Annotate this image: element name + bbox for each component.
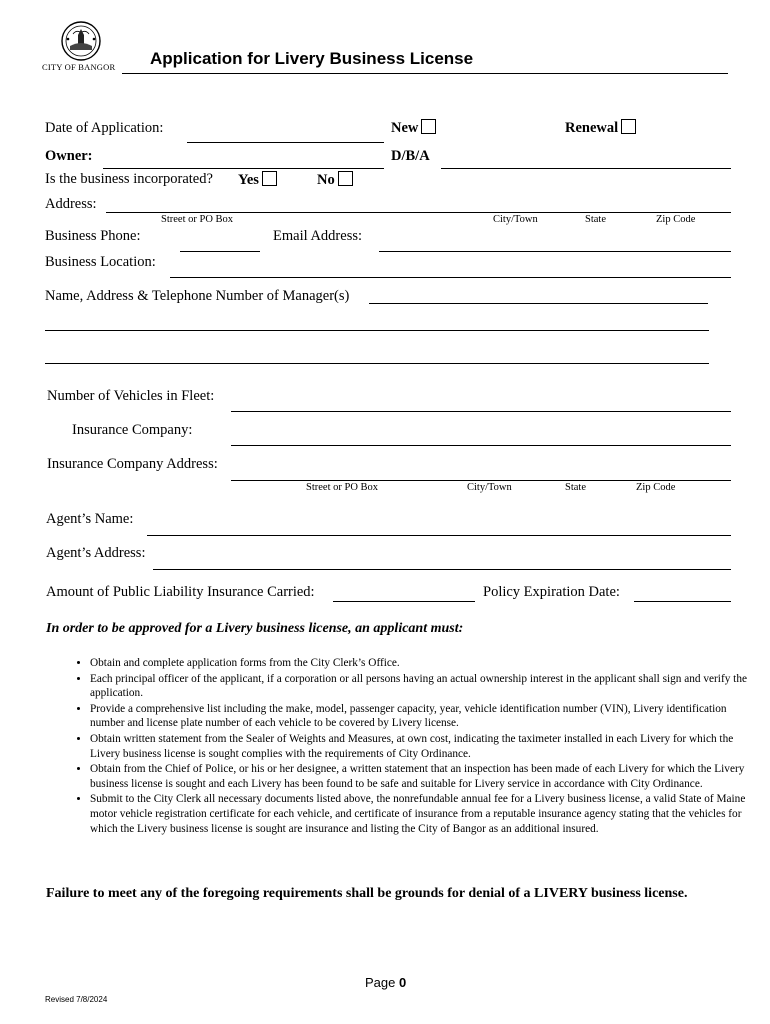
insurance-state-sublabel: State: [565, 482, 586, 493]
agent-address-label: Agent’s Address:: [46, 545, 146, 561]
requirement-item: • Obtain written statement from the Sealer of Weights and Measures, at own cost, indicating the taximeter installed in each Livery for which the Livery business license is sought complies with the requirements of City Ordinance.: [90, 732, 752, 761]
page-number: [365, 975, 406, 990]
renewal-label: Renewal: [565, 120, 619, 136]
address-state-sublabel: State: [585, 214, 606, 225]
yes-checkbox[interactable]: [262, 171, 277, 186]
city-seal-text: CITY OF BANGOR: [42, 62, 116, 72]
requirement-item: • Each principal officer of the applicant, if a corporation or all persons having an actual ownership interest in the applicant shall sign and verify the application.: [90, 672, 752, 701]
revised-date: Revised 7/8/2024: [45, 995, 108, 1004]
address-city-sublabel: City/Town: [493, 214, 538, 225]
new-checkbox[interactable]: [421, 119, 436, 134]
agent-address-field[interactable]: [153, 569, 731, 570]
requirement-item: • Obtain and complete application forms from the City Clerk’s Office.: [90, 656, 752, 671]
requirements-heading: In order to be approved for a Livery business license, an applicant must:: [46, 621, 464, 636]
insurance-address-label: Insurance Company Address:: [47, 456, 218, 472]
agent-name-field[interactable]: [147, 535, 731, 536]
expiration-label: Policy Expiration Date:: [483, 584, 620, 600]
insurance-city-sublabel: City/Town: [467, 482, 512, 493]
requirement-item: • Submit to the City Clerk all necessary documents listed above, the nonrefundable annual fee for a Livery business license, a valid State of Maine motor vehicle registration certificate for each vehicle, and certificate of insurance from a reputable insurance agency stating that the vehicles for which the Livery business license is sought are insurance and listing the City of Bangor as an additional insured.: [90, 792, 752, 836]
phone-label: Business Phone:: [45, 228, 141, 244]
insurance-street-sublabel: Street or PO Box: [306, 482, 379, 493]
location-field[interactable]: [170, 277, 731, 278]
manager-field-2[interactable]: [45, 330, 709, 331]
requirements-list: [64, 656, 752, 837]
yes-label: Yes: [238, 172, 259, 188]
new-option[interactable]: [391, 119, 436, 137]
renewal-checkbox[interactable]: [621, 119, 636, 134]
email-field[interactable]: [379, 251, 731, 252]
denial-warning: Failure to meet any of the foregoing requirements shall be grounds for denial of a LIVERY business license.: [46, 886, 688, 901]
liability-field[interactable]: [333, 601, 475, 602]
page-title: Application for Livery Business License: [150, 49, 474, 68]
no-option[interactable]: [317, 171, 353, 189]
date-field[interactable]: [187, 142, 384, 143]
insurance-zip-sublabel: Zip Code: [636, 482, 676, 493]
insurance-company-label: Insurance Company:: [72, 422, 193, 438]
insurance-address-field[interactable]: [231, 480, 731, 481]
renewal-option[interactable]: [565, 119, 636, 137]
email-label: Email Address:: [273, 228, 363, 244]
agent-name-label: Agent’s Name:: [46, 511, 134, 527]
new-label: New: [391, 120, 419, 136]
phone-field[interactable]: [180, 251, 260, 252]
address-label: Address:: [45, 196, 97, 212]
owner-label: Owner:: [45, 148, 93, 164]
dba-label: D/B/A: [391, 148, 430, 164]
yes-option[interactable]: [238, 171, 277, 189]
address-street-sublabel: Street or PO Box: [161, 214, 234, 225]
vehicles-field[interactable]: [231, 411, 731, 412]
manager-label: Name, Address & Telephone Number of Manager(s): [45, 288, 350, 304]
manager-field-1[interactable]: [369, 303, 708, 304]
expiration-field[interactable]: [634, 601, 731, 602]
dba-field[interactable]: [441, 168, 731, 169]
no-checkbox[interactable]: [338, 171, 353, 186]
vehicles-label: Number of Vehicles in Fleet:: [47, 388, 215, 404]
date-label: Date of Application:: [45, 120, 164, 136]
requirement-item: • Provide a comprehensive list including the make, model, passenger capacity, year, vehicle identification number (VIN), Livery identification number and license plate number of each vehicle to be covered by Livery license.: [90, 702, 752, 731]
address-zip-sublabel: Zip Code: [656, 214, 696, 225]
liability-label: Amount of Public Liability Insurance Carried:: [46, 584, 315, 600]
address-field[interactable]: [106, 212, 731, 213]
title-rule: [122, 73, 728, 74]
page-number-value: 0: [399, 975, 407, 990]
incorporated-label: Is the business incorporated?: [45, 171, 213, 187]
insurance-company-field[interactable]: [231, 445, 731, 446]
owner-field[interactable]: [103, 168, 384, 169]
location-label: Business Location:: [45, 254, 156, 270]
manager-field-3[interactable]: [45, 363, 709, 364]
requirement-item: • Obtain from the Chief of Police, or his or her designee, a written statement that an inspection has been made of each Livery for which the Livery business license is sought and each Livery has been found to be safe and suitable for Livery service in accordance with City Ordinance.: [90, 762, 752, 791]
no-label: No: [317, 172, 335, 188]
page-label: Page: [365, 975, 396, 990]
